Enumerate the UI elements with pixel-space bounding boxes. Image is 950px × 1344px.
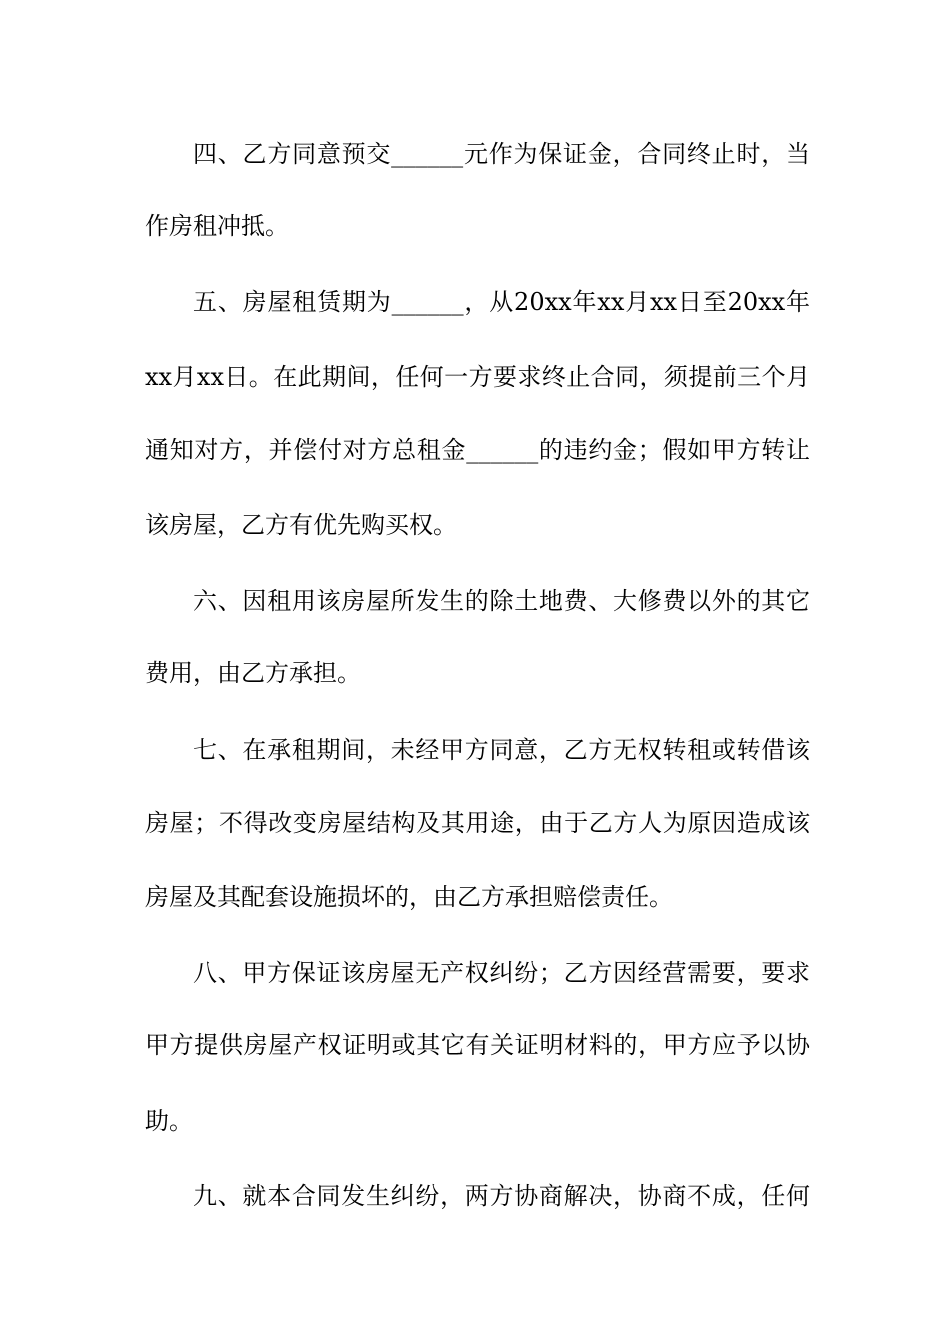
clause-5-line-2: xx月xx日。在此期间，任何一方要求终止合同，须提前三个月 <box>145 363 810 391</box>
clause-8-line-2: 甲方提供房屋产权证明或其它有关证明材料的，甲方应予以协 <box>145 1031 810 1059</box>
clause-9-line-1: 九、就本合同发生纠纷，两方协商解决，协商不成，任何 <box>193 1182 810 1210</box>
clause-6-line-1: 六、因租用该房屋所发生的除土地费、大修费以外的其它 <box>193 587 810 615</box>
clause-7-line-2: 房屋；不得改变房屋结构及其用途，由于乙方人为原因造成该 <box>145 809 810 837</box>
clause-6-line-2: 费用，由乙方承担。 <box>145 659 361 687</box>
clause-4-line-2: 作房租冲抵。 <box>145 212 289 240</box>
clause-7-line-1: 七、在承租期间，未经甲方同意，乙方无权转租或转借该 <box>193 736 810 764</box>
clause-5-line-3: 通知对方，并偿付对方总租金______的违约金；假如甲方转让 <box>145 436 810 464</box>
clause-4-line-1: 四、乙方同意预交______元作为保证金，合同终止时，当 <box>193 140 810 168</box>
clause-8-line-1: 八、甲方保证该房屋无产权纠纷；乙方因经营需要，要求 <box>193 959 810 987</box>
clause-5-line-4: 该房屋，乙方有优先购买权。 <box>145 511 457 539</box>
clause-7-line-3: 房屋及其配套设施损坏的，由乙方承担赔偿责任。 <box>145 883 673 911</box>
clause-5-line-1: 五、房屋租赁期为______，从20xx年xx月xx日至20xx年 <box>193 288 810 316</box>
clause-8-line-3: 助。 <box>145 1107 193 1135</box>
